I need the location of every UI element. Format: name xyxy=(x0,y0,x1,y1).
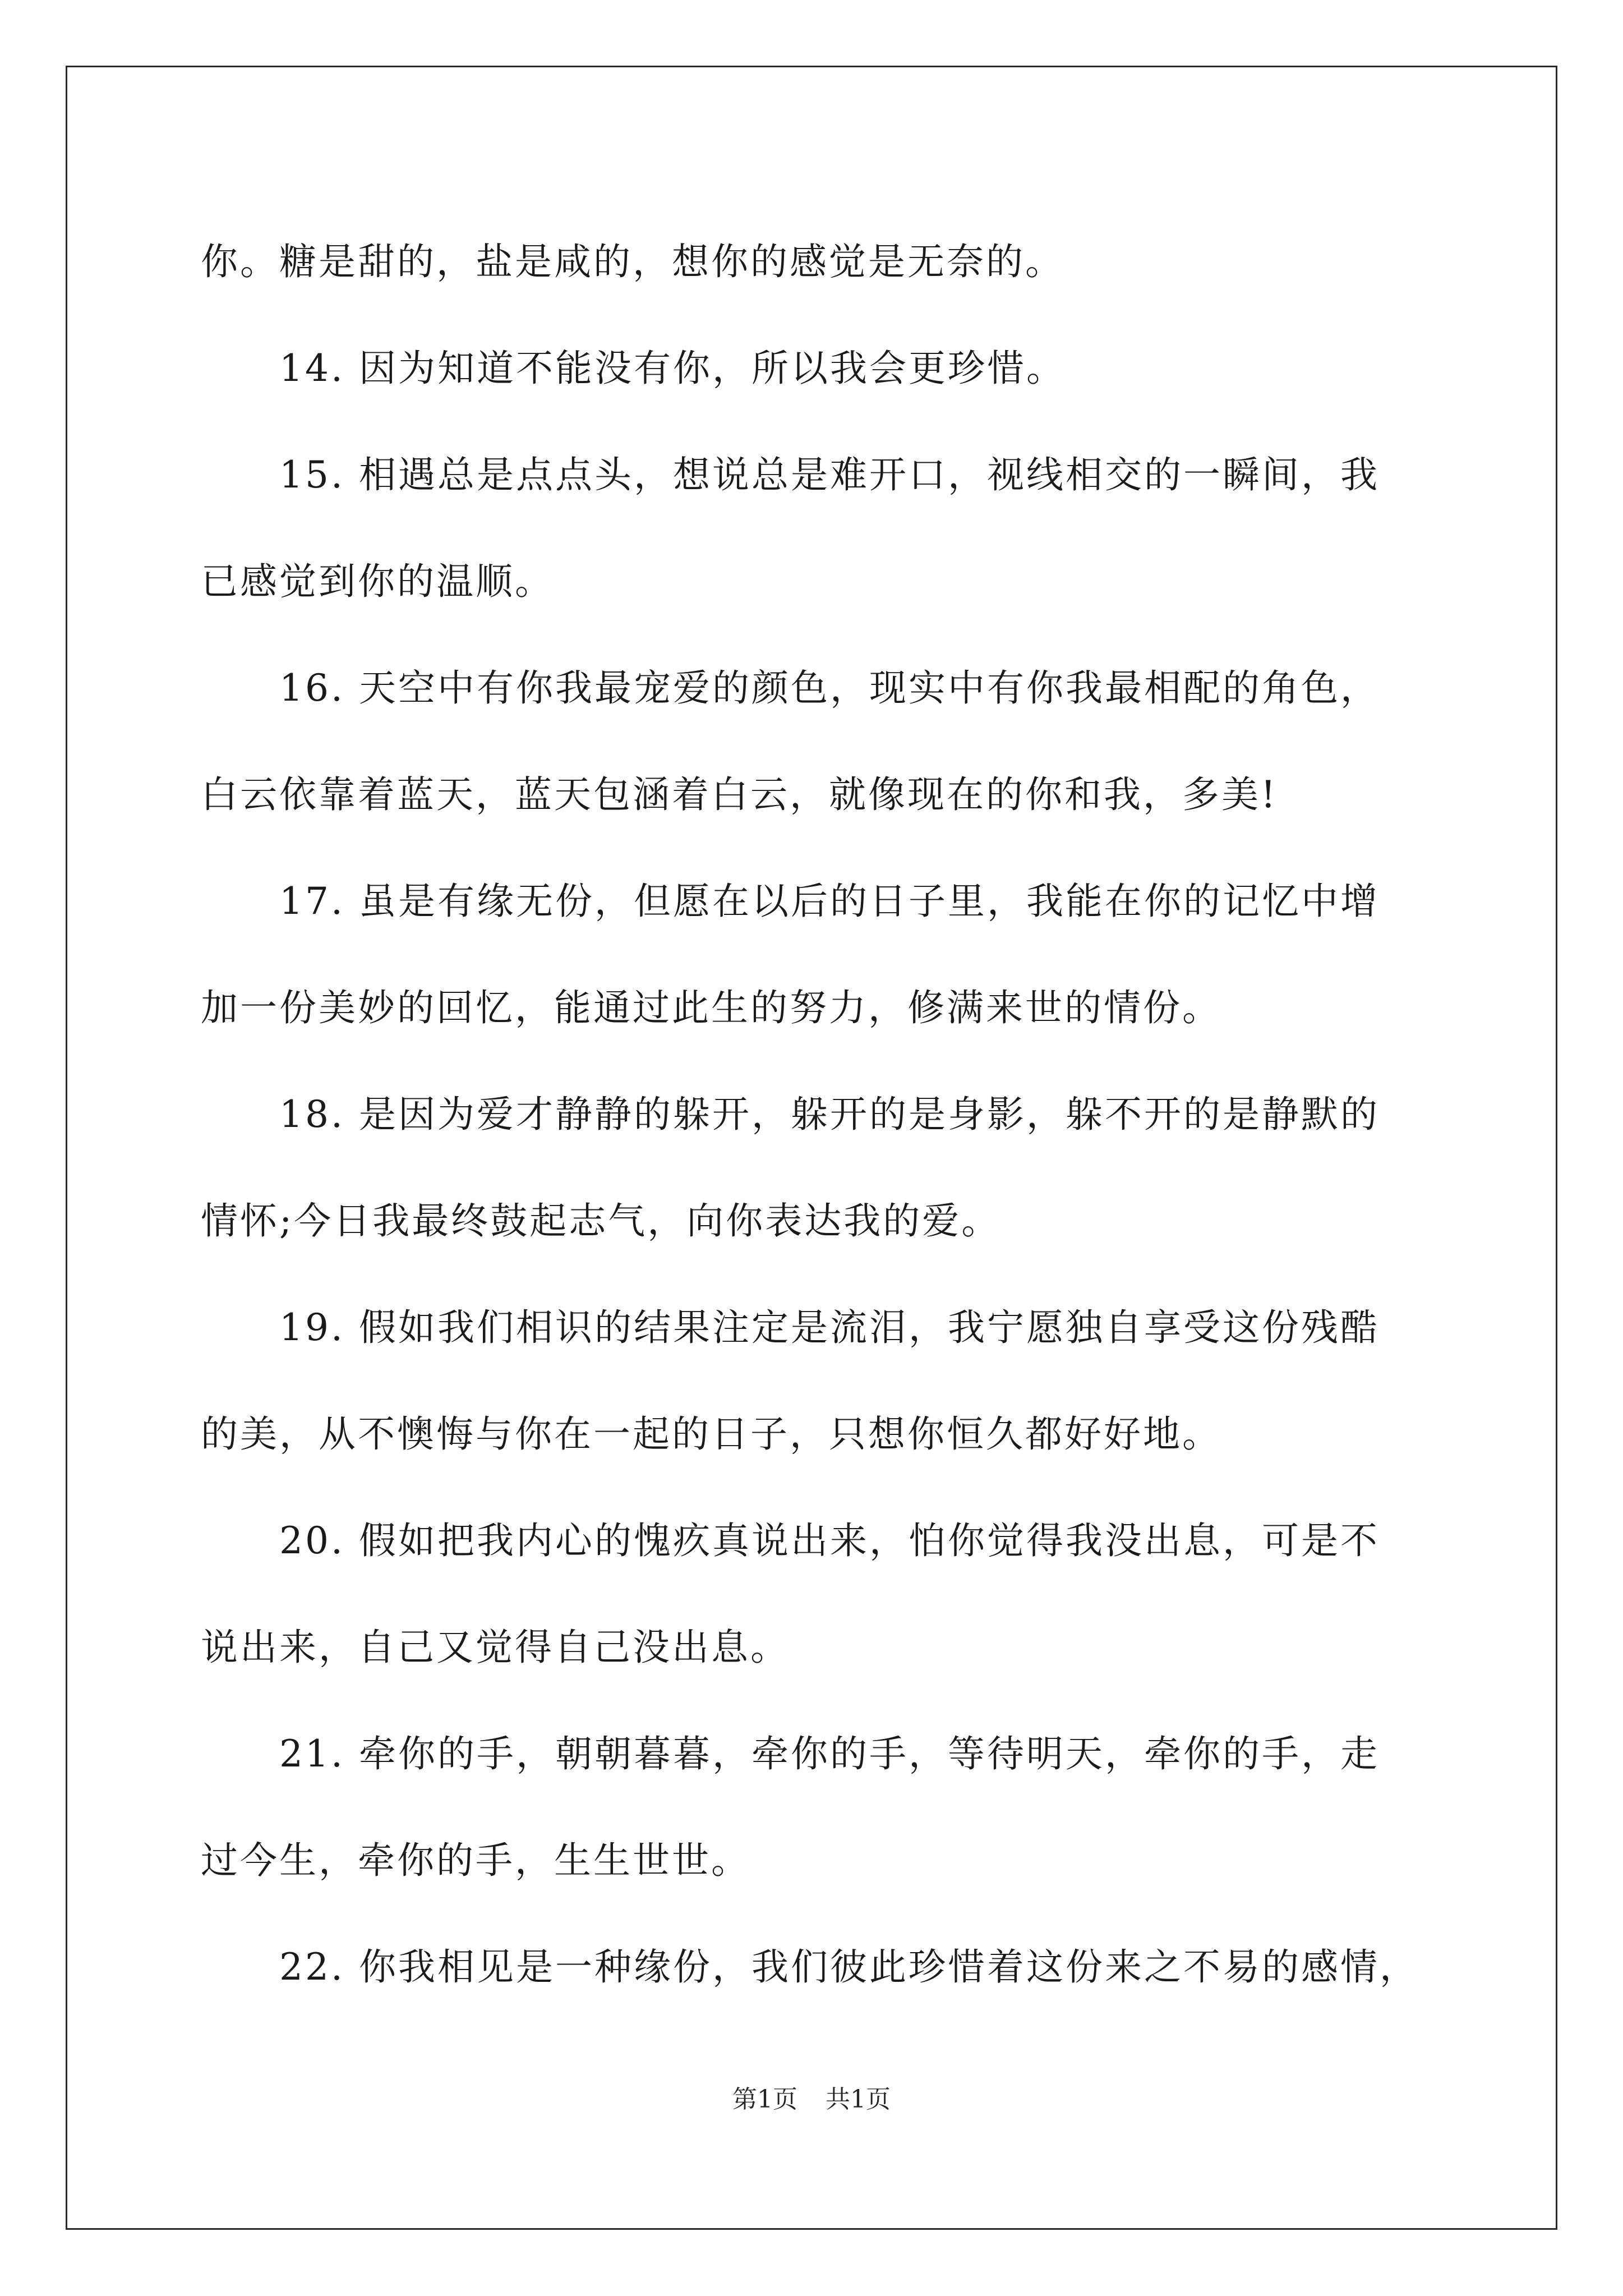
text-line: 过今生，牵你的手，生生世世。 xyxy=(201,1839,750,1882)
text-line: 的美，从不懊悔与你在一起的日子，只想你恒久都好好地。 xyxy=(201,1412,1221,1456)
text-line: 16. 天空中有你我最宠爱的颜色，现实中有你我最相配的角色， xyxy=(279,666,1380,710)
text-line: 14. 因为知道不能没有你，所以我会更珍惜。 xyxy=(279,347,1066,390)
list-item-21-cont xyxy=(201,1807,1435,1914)
text-line: 已感觉到你的温顺。 xyxy=(201,560,554,603)
list-item-15-cont xyxy=(201,528,1435,635)
list-item-19 xyxy=(201,1274,1435,1381)
page-number: 第1页 xyxy=(732,2085,797,2114)
page-total: 共1页 xyxy=(826,2085,891,2114)
list-item-20 xyxy=(201,1488,1435,1594)
list-item-16-cont xyxy=(201,742,1435,848)
text-line: 21. 牵你的手，朝朝暮暮，牵你的手，等待明天，牵你的手，走 xyxy=(279,1732,1380,1775)
text-line: 20. 假如把我内心的愧疚真说出来，怕你觉得我没出息，可是不 xyxy=(279,1519,1380,1562)
list-item-17-cont xyxy=(201,955,1435,1061)
list-item-22 xyxy=(201,1914,1435,2021)
document-body xyxy=(201,209,1435,2021)
list-item-18 xyxy=(201,1061,1435,1168)
text-line: 白云依靠着蓝天，蓝天包涵着白云，就像现在的你和我，多美! xyxy=(201,773,1278,816)
list-item-14 xyxy=(201,315,1435,422)
text-line: 说出来，自己又觉得自己没出息。 xyxy=(201,1626,790,1669)
list-item-15 xyxy=(201,422,1435,528)
text-line: 19. 假如我们相识的结果注定是流泪，我宁愿独自享受这份残酷 xyxy=(279,1306,1380,1349)
text-line: 22. 你我相见是一种缘份，我们彼此珍惜着这份来之不易的感情， xyxy=(279,1945,1419,1989)
list-item-17 xyxy=(201,848,1435,955)
text-line: 加一份美妙的回忆，能通过此生的努力，修满来世的情份。 xyxy=(201,986,1221,1029)
list-item-20-cont xyxy=(201,1594,1435,1701)
list-item-19-cont xyxy=(201,1381,1435,1488)
text-line: 18. 是因为爱才静静的躲开，躲开的是身影，躲不开的是静默的 xyxy=(279,1093,1380,1136)
page-footer xyxy=(0,2079,1623,2115)
list-item-18-cont xyxy=(201,1168,1435,1274)
text-line: 17. 虽是有缘无份，但愿在以后的日子里，我能在你的记忆中增 xyxy=(279,880,1380,923)
list-item-16 xyxy=(201,635,1435,742)
list-item-21 xyxy=(201,1701,1435,1807)
text-line: 15. 相遇总是点点头，想说总是难开口，视线相交的一瞬间，我 xyxy=(279,453,1380,496)
text-line: 情怀;今日我最终鼓起志气，向你表达我的爱。 xyxy=(201,1199,1001,1243)
text-line: 你。糖是甜的，盐是咸的，想你的感觉是无奈的。 xyxy=(201,240,1064,283)
paragraph-continuation xyxy=(201,209,1435,315)
